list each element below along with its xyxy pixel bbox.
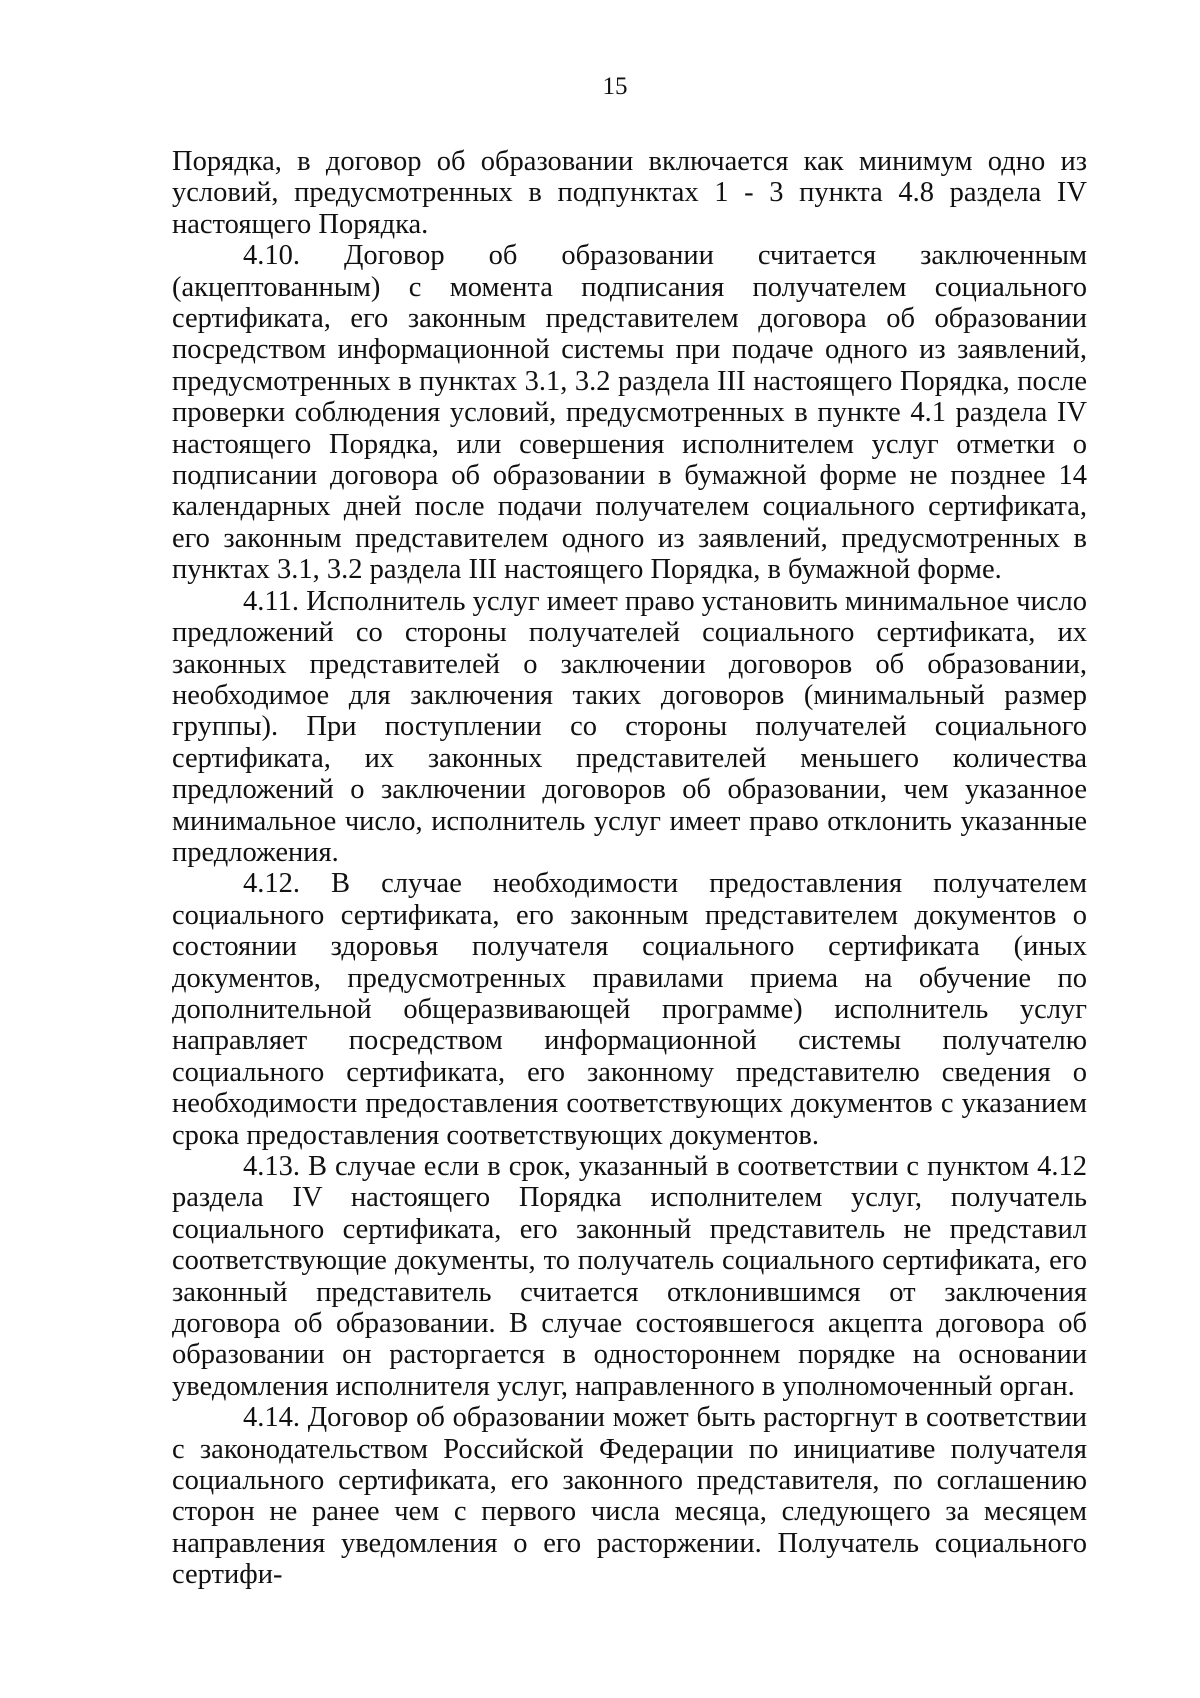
- page-number: 15: [602, 73, 628, 100]
- paragraph-clause-4-10: 4.10. Договор об образовании считается заключенным (акцептованным) с момента подписания получателем социального сертификата, его законным представителем договора об образовании посредством информационной системы при подаче одного из заявлений, предусмотренных в пунктах 3.1, 3.2 раздела III настоящего Порядка, после проверки соблюдения условий, предусмотренных в пункте 4.1 раздела IV настоящего Порядка, или совершения исполнителем услуг отметки о подписании договора об образовании в бумажной форме не позднее 14 календарных дней после подачи получателем социального сертификата, его законным представителем одного из заявлений, предусмотренных в пунктах 3.1, 3.2 раздела III настоящего Порядка, в бумажной форме.: [172, 240, 1087, 586]
- paragraph-clause-4-12: 4.12. В случае необходимости предоставления получателем социального сертификата, его законным представителем документов о состоянии здоровья получателя социального сертификата (иных документов, предусмотренных правилами приема на обучение по дополнительной общеразвивающей программе) исполнитель услуг направляет посредством информационной системы получателю социального сертификата, его законному представителю сведения о необходимости предоставления соответствующих документов с указанием срока предоставления соответствующих документов.: [172, 868, 1087, 1151]
- document-body: [172, 146, 1087, 1591]
- paragraph-continuation: Порядка, в договор об образовании включается как минимум одно из условий, предусмотренных в подпунктах 1 - 3 пункта 4.8 раздела IV настоящего Порядка.: [172, 146, 1087, 240]
- paragraph-clause-4-14: 4.14. Договор об образовании может быть расторгнут в соответствии с законодательством Российской Федерации по инициативе получателя социального сертификата, его законного представителя, по соглашению сторон не ранее чем с первого числа месяца, следующего за месяцем направления уведомления о его расторжении. Получатель социального сертифи-: [172, 1402, 1087, 1591]
- paragraph-clause-4-13: 4.13. В случае если в срок, указанный в соответствии с пунктом 4.12 раздела IV настоящего Порядка исполнителем услуг, получатель социального сертификата, его законный представитель не представил соответствующие документы, то получатель социального сертификата, его законный представитель считается отклонившимся от заключения договора об образовании. В случае состоявшегося акцепта договора об образовании он расторгается в одностороннем порядке на основании уведомления исполнителя услуг, направленного в уполномоченный орган.: [172, 1151, 1087, 1402]
- paragraph-clause-4-11: 4.11. Исполнитель услуг имеет право установить минимальное число предложений со стороны получателей социального сертификата, их законных представителей о заключении договоров об образовании, необходимое для заключения таких договоров (минимальный размер группы). При поступлении со стороны получателей социального сертификата, их законных представителей меньшего количества предложений о заключении договоров об образовании, чем указанное минимальное число, исполнитель услуг имеет право отклонить указанные предложения.: [172, 585, 1087, 868]
